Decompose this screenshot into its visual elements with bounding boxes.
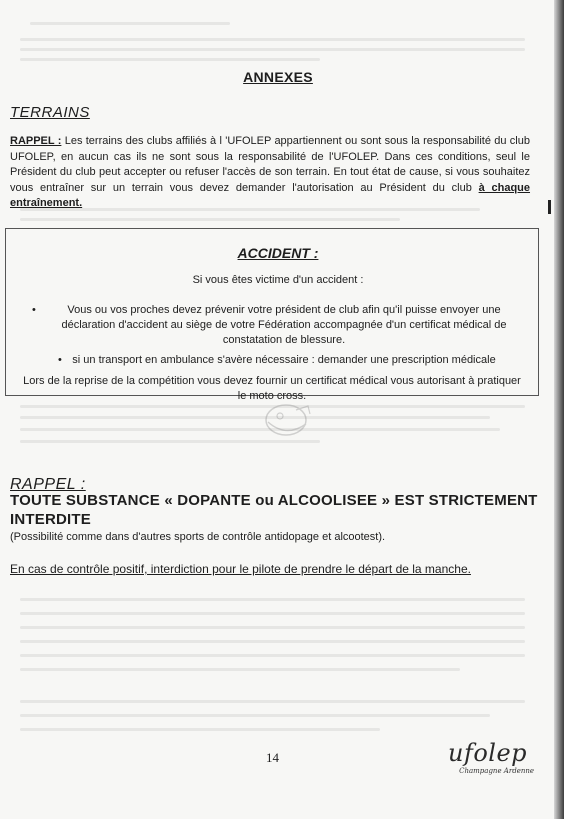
- doping-rule: En cas de contrôle positif, interdiction pour le pilote de prendre le départ de la manche.: [10, 562, 471, 576]
- show-through-line: [20, 714, 490, 717]
- show-through-line: [20, 416, 490, 419]
- show-through-line: [20, 700, 525, 703]
- accident-list: [30, 303, 520, 368]
- rappel-heading: RAPPEL :: [10, 476, 86, 493]
- logo-region: Champagne Ardenne: [459, 767, 534, 775]
- rappel-label: RAPPEL :: [10, 135, 62, 147]
- show-through-line: [20, 612, 525, 615]
- accident-list-item: • si un transport en ambulance s'avère nécessaire : demander une prescription médicale: [30, 353, 520, 368]
- logo-wordmark: ufolep: [448, 739, 528, 767]
- accident-title: ACCIDENT :: [237, 245, 319, 261]
- show-through-line: [20, 598, 525, 601]
- show-through-line: [20, 48, 525, 51]
- show-through-line: [20, 58, 320, 61]
- show-through-line: [20, 728, 380, 731]
- margin-mark: [548, 200, 551, 214]
- accident-footer: Lors de la reprise de la compétition vous devez fournir un certificat médical vous autorisant à pratiquer le moto cross.: [23, 375, 521, 402]
- accident-list-item: • Vous ou vos proches devez prévenir votre président de club afin qu'il puisse envoyer une déclaration d'accident au siège de votre Fédération accompagnée d'un certificat médical de constatation de blessure.: [30, 303, 520, 348]
- doping-warning: TOUTE SUBSTANCE « DOPANTE ou ALCOOLISEE » EST STRICTEMENT INTERDITE: [10, 492, 538, 528]
- show-through-line: [20, 668, 460, 671]
- terrains-text: Les terrains des clubs affiliés à l 'UFOLEP appartiennent ou sont sous la responsabilité du club UFOLEP, en aucun cas ils ne sont sous la responsabilité de l'UFOLEP. Dans ces conditions, seul le Président du club peut accepter ou refuser l'accès de son terrain. En tout état de cause, si vous souhaitez vous entraîner sur un terrain vous devez demander l'autorisation au Président du club: [10, 135, 530, 194]
- ufolep-logo: [448, 741, 534, 775]
- doping-note: (Possibilité comme dans d'autres sports de contrôle antidopage et alcootest).: [10, 531, 386, 543]
- accident-intro: Si vous êtes victime d'un accident :: [192, 274, 364, 286]
- terrains-emphasis: à chaque entraînement.: [10, 181, 531, 209]
- show-through-line: [20, 626, 525, 629]
- terrains-heading: TERRAINS: [10, 104, 90, 121]
- page-edge-shadow: [554, 0, 564, 819]
- page-title: ANNEXES: [243, 69, 313, 85]
- terrains-paragraph: [10, 134, 530, 212]
- show-through-line: [30, 22, 230, 25]
- show-through-line: [20, 640, 525, 643]
- helmet-watermark-icon: [258, 398, 318, 446]
- show-through-line: [20, 654, 525, 657]
- page-number: 14: [266, 750, 279, 765]
- show-through-line: [20, 218, 400, 221]
- show-through-line: [20, 38, 525, 41]
